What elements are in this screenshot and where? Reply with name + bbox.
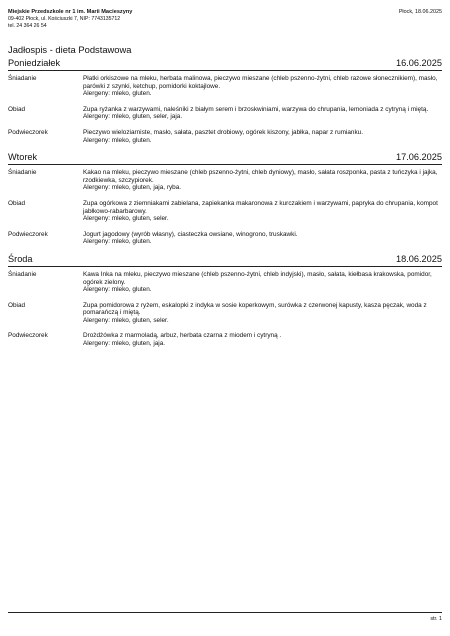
meal-text: Kakao na mleku, pieczywo mieszane (chleb pszenno-żytni, chleb dyniowy), masło, sałata roszponka, pasta z tuńczyka i jajka, rzodkiewka, szczypiorek. <box>83 169 438 184</box>
day-header <box>8 152 442 165</box>
meal-text: Zupa pomidorowa z ryżem, eskalopki z indyka w sosie koperkowym, surówka z czerwonej kapusty, kasza pęczak, woda z pomarańczą i miętą. <box>83 301 427 317</box>
meal-description <box>83 129 442 144</box>
meal-description <box>83 231 442 246</box>
day-header <box>8 58 442 71</box>
meal-allergens: Alergeny: mleko, gluten, seler, jaja. <box>83 113 183 121</box>
day-name: Środa <box>8 253 33 264</box>
meal-label: Obiad <box>8 105 26 113</box>
school-name: Miejskie Przedszkole nr 1 im. Marii Macieszyny <box>8 9 133 15</box>
meal-label: Obiad <box>8 301 26 309</box>
meal-label: Podwieczorek <box>8 230 48 238</box>
meal-description <box>83 169 442 192</box>
meal-text: Jogurt jagodowy (wyrób własny), ciasteczka owsiane, winogrono, truskawki. <box>83 230 298 238</box>
meal-label: Podwieczorek <box>8 128 48 136</box>
menu-days <box>8 58 442 356</box>
meal-description <box>83 75 442 98</box>
day-section-wednesday <box>8 254 442 348</box>
meal-allergens: Alergeny: mleko, gluten. <box>83 286 152 294</box>
meal-row <box>8 169 442 192</box>
meal-row <box>8 271 442 294</box>
meal-text: Kawa Inka na mleku, pieczywo mieszane (chleb pszenno-żytni, chleb indyjski), masło, sałata, kiełbasa krakowska, pomidor, ogórek zielony. <box>83 270 432 286</box>
day-name: Poniedziałek <box>8 58 61 68</box>
meal-text: Pieczywo wieloziarniste, masło, sałata, pasztet drobiowy, ogórek kiszony, jabłka, napar z rumianku. <box>83 128 364 136</box>
footer-divider <box>8 612 442 613</box>
school-address: 09-402 Płock, ul. Kościuszki 7, NIP: 7743135712 <box>8 15 121 22</box>
day-name: Wtorek <box>8 152 38 163</box>
meal-row <box>8 200 442 223</box>
meal-text: Zupa ogórkowa z ziemniakami zabielana, zapiekanka makaronowa z kurczakiem i warzywami, papryka do chrupania, kompot jabłkowo-rabarbarowy. <box>83 199 438 215</box>
place-date: Płock, 18.06.2025 <box>398 9 442 15</box>
meal-allergens: Alergeny: mleko, gluten, jaja, ryba. <box>83 184 182 192</box>
meal-allergens: Alergeny: mleko, gluten, seler. <box>83 316 169 324</box>
document-header <box>8 9 442 29</box>
day-date: 17.06.2025 <box>396 152 442 163</box>
meal-row <box>8 106 442 121</box>
day-header <box>8 254 442 267</box>
meal-allergens: Alergeny: mleko, gluten, jaja. <box>83 340 166 348</box>
meal-text: Drożdżówka z marmoladą, arbuz, herbata czarna z miodem i cytryną . <box>83 332 282 340</box>
meal-description <box>83 271 442 294</box>
meal-text: Zupa ryżanka z warzywami, naleśniki z białym serem i brzoskwiniami, warzywa do chrupania, lemoniada z cytryną i miętą. <box>83 105 429 113</box>
menu-title: Jadłospis - dieta Podstawowa <box>8 44 132 55</box>
meal-allergens: Alergeny: mleko, gluten. <box>83 136 152 144</box>
meal-label: Śniadanie <box>8 75 37 82</box>
meal-description <box>83 200 442 223</box>
meal-allergens: Alergeny: mleko, gluten. <box>83 238 152 246</box>
meal-label: Śniadanie <box>8 169 37 177</box>
meal-label: Śniadanie <box>8 270 37 278</box>
meal-row <box>8 75 442 98</box>
page-number: str. 1 <box>430 616 442 622</box>
meal-row <box>8 129 442 144</box>
day-date: 18.06.2025 <box>396 253 442 264</box>
day-section-tuesday <box>8 152 442 246</box>
day-date: 16.06.2025 <box>396 58 442 68</box>
meal-description <box>83 106 442 121</box>
meal-row <box>8 302 442 325</box>
meal-allergens: Alergeny: mleko, gluten, seler. <box>83 215 169 223</box>
meal-allergens: Alergeny: mleko, gluten. <box>83 90 152 98</box>
meal-label: Podwieczorek <box>8 332 48 340</box>
meal-row <box>8 231 442 246</box>
meal-row <box>8 332 442 347</box>
meal-description <box>83 302 442 325</box>
meal-text: Płatki orkiszowe na mleku, herbata malinowa, pieczywo mieszane (chleb pszenno-żytni, chleb razowe słonecznikiem), masło, parówki z szynki, ketchup, pomidorki koktajlowe. <box>83 75 438 90</box>
school-phone: tel. 24 364 26 54 <box>8 22 47 29</box>
day-section-monday <box>8 58 442 144</box>
meal-description <box>83 332 442 347</box>
meal-label: Obiad <box>8 199 26 207</box>
